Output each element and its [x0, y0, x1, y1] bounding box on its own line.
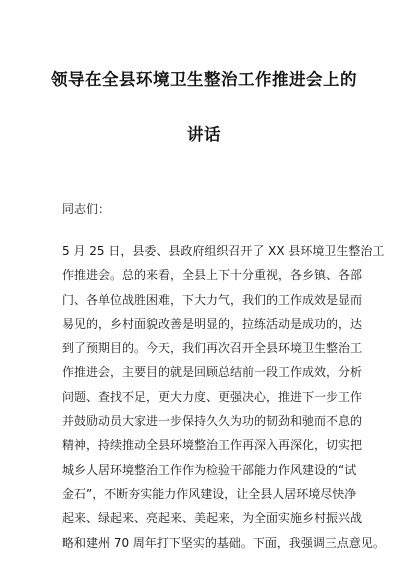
body-line: 易见的，乡村面貌改善是明显的，拉练活动是成功的，达	[62, 316, 363, 331]
body-line: 金石”，不断夯实能力作风建设，让全县人居环境尽快净	[62, 486, 357, 501]
document-title-line-2: 讲话	[187, 125, 221, 144]
salutation: 同志们：	[62, 202, 111, 216]
body-line: 略和建州 70 周年打下坚实的基础。下面，我强调三点意见。	[62, 535, 385, 550]
body-line: 起来、绿起来、亮起来、美起来，为全面实施乡村振兴战	[62, 511, 363, 526]
body-line: 到了预期目的。今天，我们再次召开全县环境卫生整治工	[62, 341, 363, 356]
body-paragraph	[62, 239, 385, 555]
body-line: 并鼓励动员大家进一步保持久久为功的韧劲和驰而不息的	[62, 414, 363, 429]
body-line: 作推进会，主要目的就是回顾总结前一段工作成效，分析	[62, 365, 363, 380]
document-title-line-1: 领导在全县环境卫生整治工作推进会上的	[51, 70, 357, 89]
body-line: 门、各单位战胜困难，下大力气，我们的工作成效是显而	[62, 292, 363, 307]
body-line: 精神，持续推动全县环境整治工作再深入再深化，切实把	[62, 438, 363, 453]
body-line: 问题、查找不足，更大力度、更强决心，推进下一步工作	[62, 389, 363, 404]
body-line: 5 月 25 日，县委、县政府组织召开了 XX 县环境卫生整治工	[62, 244, 385, 258]
body-line: 作推进会。总的来看，全县上下十分重视，各乡镇、各部	[62, 268, 363, 283]
body-line: 城乡人居环境整治工作作为检验干部能力作风建设的“试	[62, 462, 357, 477]
